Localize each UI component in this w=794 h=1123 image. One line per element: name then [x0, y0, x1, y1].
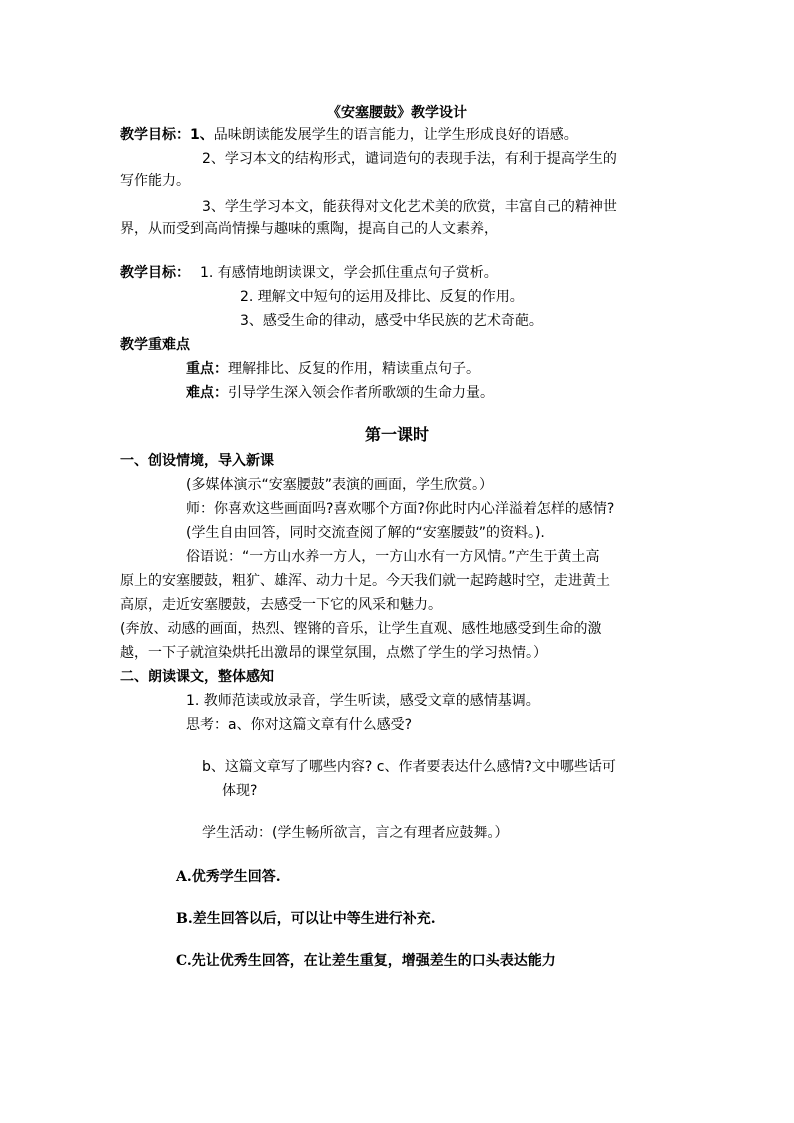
section-1-p1: (多媒体演示“安塞腰鼓”表演的画面，学生欣赏。）	[186, 477, 493, 493]
section-2-p1: 1. 教师范读或放录音，学生听读，感受文章的感情基调。	[186, 693, 540, 709]
objectives-2-item-3: 3、感受生命的律动，感受中华民族的艺术奇葩。	[240, 313, 543, 329]
section-1-p4-a: 俗语说：“一方山水养一方人，一方山水有一方风情。”产生于黄土高	[186, 549, 600, 565]
lesson-heading: 第一课时	[364, 425, 429, 444]
objectives-1-item-1-text: 品味朗读能发展学生的语言能力，让学生形成良好的语感。	[213, 127, 578, 143]
objectives-2-item-1-text: 1. 有感情地朗读课文，学会抓住重点句子赏析。	[200, 265, 498, 281]
objectives-1-item-3-a: 3、学生学习本文，能获得对文化艺术美的欣赏，丰富自己的精神世	[202, 199, 617, 215]
difficulty-key	[186, 360, 480, 378]
section-2-answer-b: B.差生回答以后，可以让中等生进行补充.	[176, 911, 436, 927]
difficulty-hard-text: 引导学生深入领会作者所歌颂的生命力量。	[228, 385, 494, 401]
section-2-p3-a: b、这篇文章写了哪些内容? c、作者要表达什么感情?文中哪些话可	[202, 759, 616, 775]
difficulty-key-text: 理解排比、反复的作用，精读重点句子。	[228, 361, 480, 377]
section-1-p4-b: 原上的安塞腰鼓，粗犷、雄浑、动力十足。今天我们就一起跨越时空，走进黄土	[120, 573, 610, 589]
section-2-p3-b: 体现?	[222, 783, 258, 799]
section-2-answer-a: A.优秀学生回答.	[176, 869, 281, 885]
difficulty-hard-label: 难点：	[186, 385, 228, 401]
section-2-p2: 思考：a、你对这篇文章有什么感受?	[186, 717, 413, 733]
section-1-p3: (学生自由回答，同时交流查阅了解的“安塞腰鼓”的资料。).	[186, 525, 545, 541]
section-1-p2: 师：你喜欢这些画面吗?喜欢哪个方面?你此时内心洋溢着怎样的感情?	[186, 501, 615, 517]
objectives-1-item-2-b: 写作能力。	[120, 173, 190, 189]
objectives-2-label: 教学目标：	[120, 265, 190, 281]
section-1-heading: 一、创设情境，导入新课	[120, 453, 274, 469]
section-2-p4: 学生活动：(学生畅所欲言，言之有理者应鼓舞。）	[202, 825, 509, 841]
objectives-1-item-1	[120, 126, 578, 144]
objectives-1-item-2-a: 2、学习本文的结构形式，谴词造句的表现手法，有利于提高学生的	[202, 151, 617, 167]
objectives-1-item-3-b: 界，从而受到高尚情操与趣味的熏陶，提高自己的人文素养，	[120, 221, 498, 237]
difficulty-hard	[186, 384, 494, 402]
difficulty-key-label: 重点：	[186, 361, 228, 377]
section-2-answer-c: C.先让优秀生回答，在让差生重复，增强差生的口头表达能力	[176, 953, 556, 969]
objectives-1-item-1-num: 1、	[190, 127, 214, 143]
document-title: 《安塞腰鼓》教学设计	[327, 105, 467, 121]
section-1-p5-b: 越，一下子就渲染烘托出激昂的课堂氛围，点燃了学生的学习热情。）	[120, 645, 547, 661]
section-1-p4-c: 高原，走近安塞腰鼓，去感受一下它的风采和魅力。	[120, 597, 442, 613]
objectives-1-label: 教学目标：	[120, 127, 190, 143]
section-1-p5-a: (奔放、动感的画面，热烈、铿锵的音乐，让学生直观、感性地感受到生命的激	[120, 621, 602, 637]
section-2-heading: 二、朗读课文，整体感知	[120, 669, 274, 685]
objectives-2-item-1	[120, 264, 498, 282]
difficulty-heading: 教学重难点	[120, 337, 190, 353]
objectives-2-item-2: 2. 理解文中短句的运用及排比、反复的作用。	[240, 289, 524, 305]
